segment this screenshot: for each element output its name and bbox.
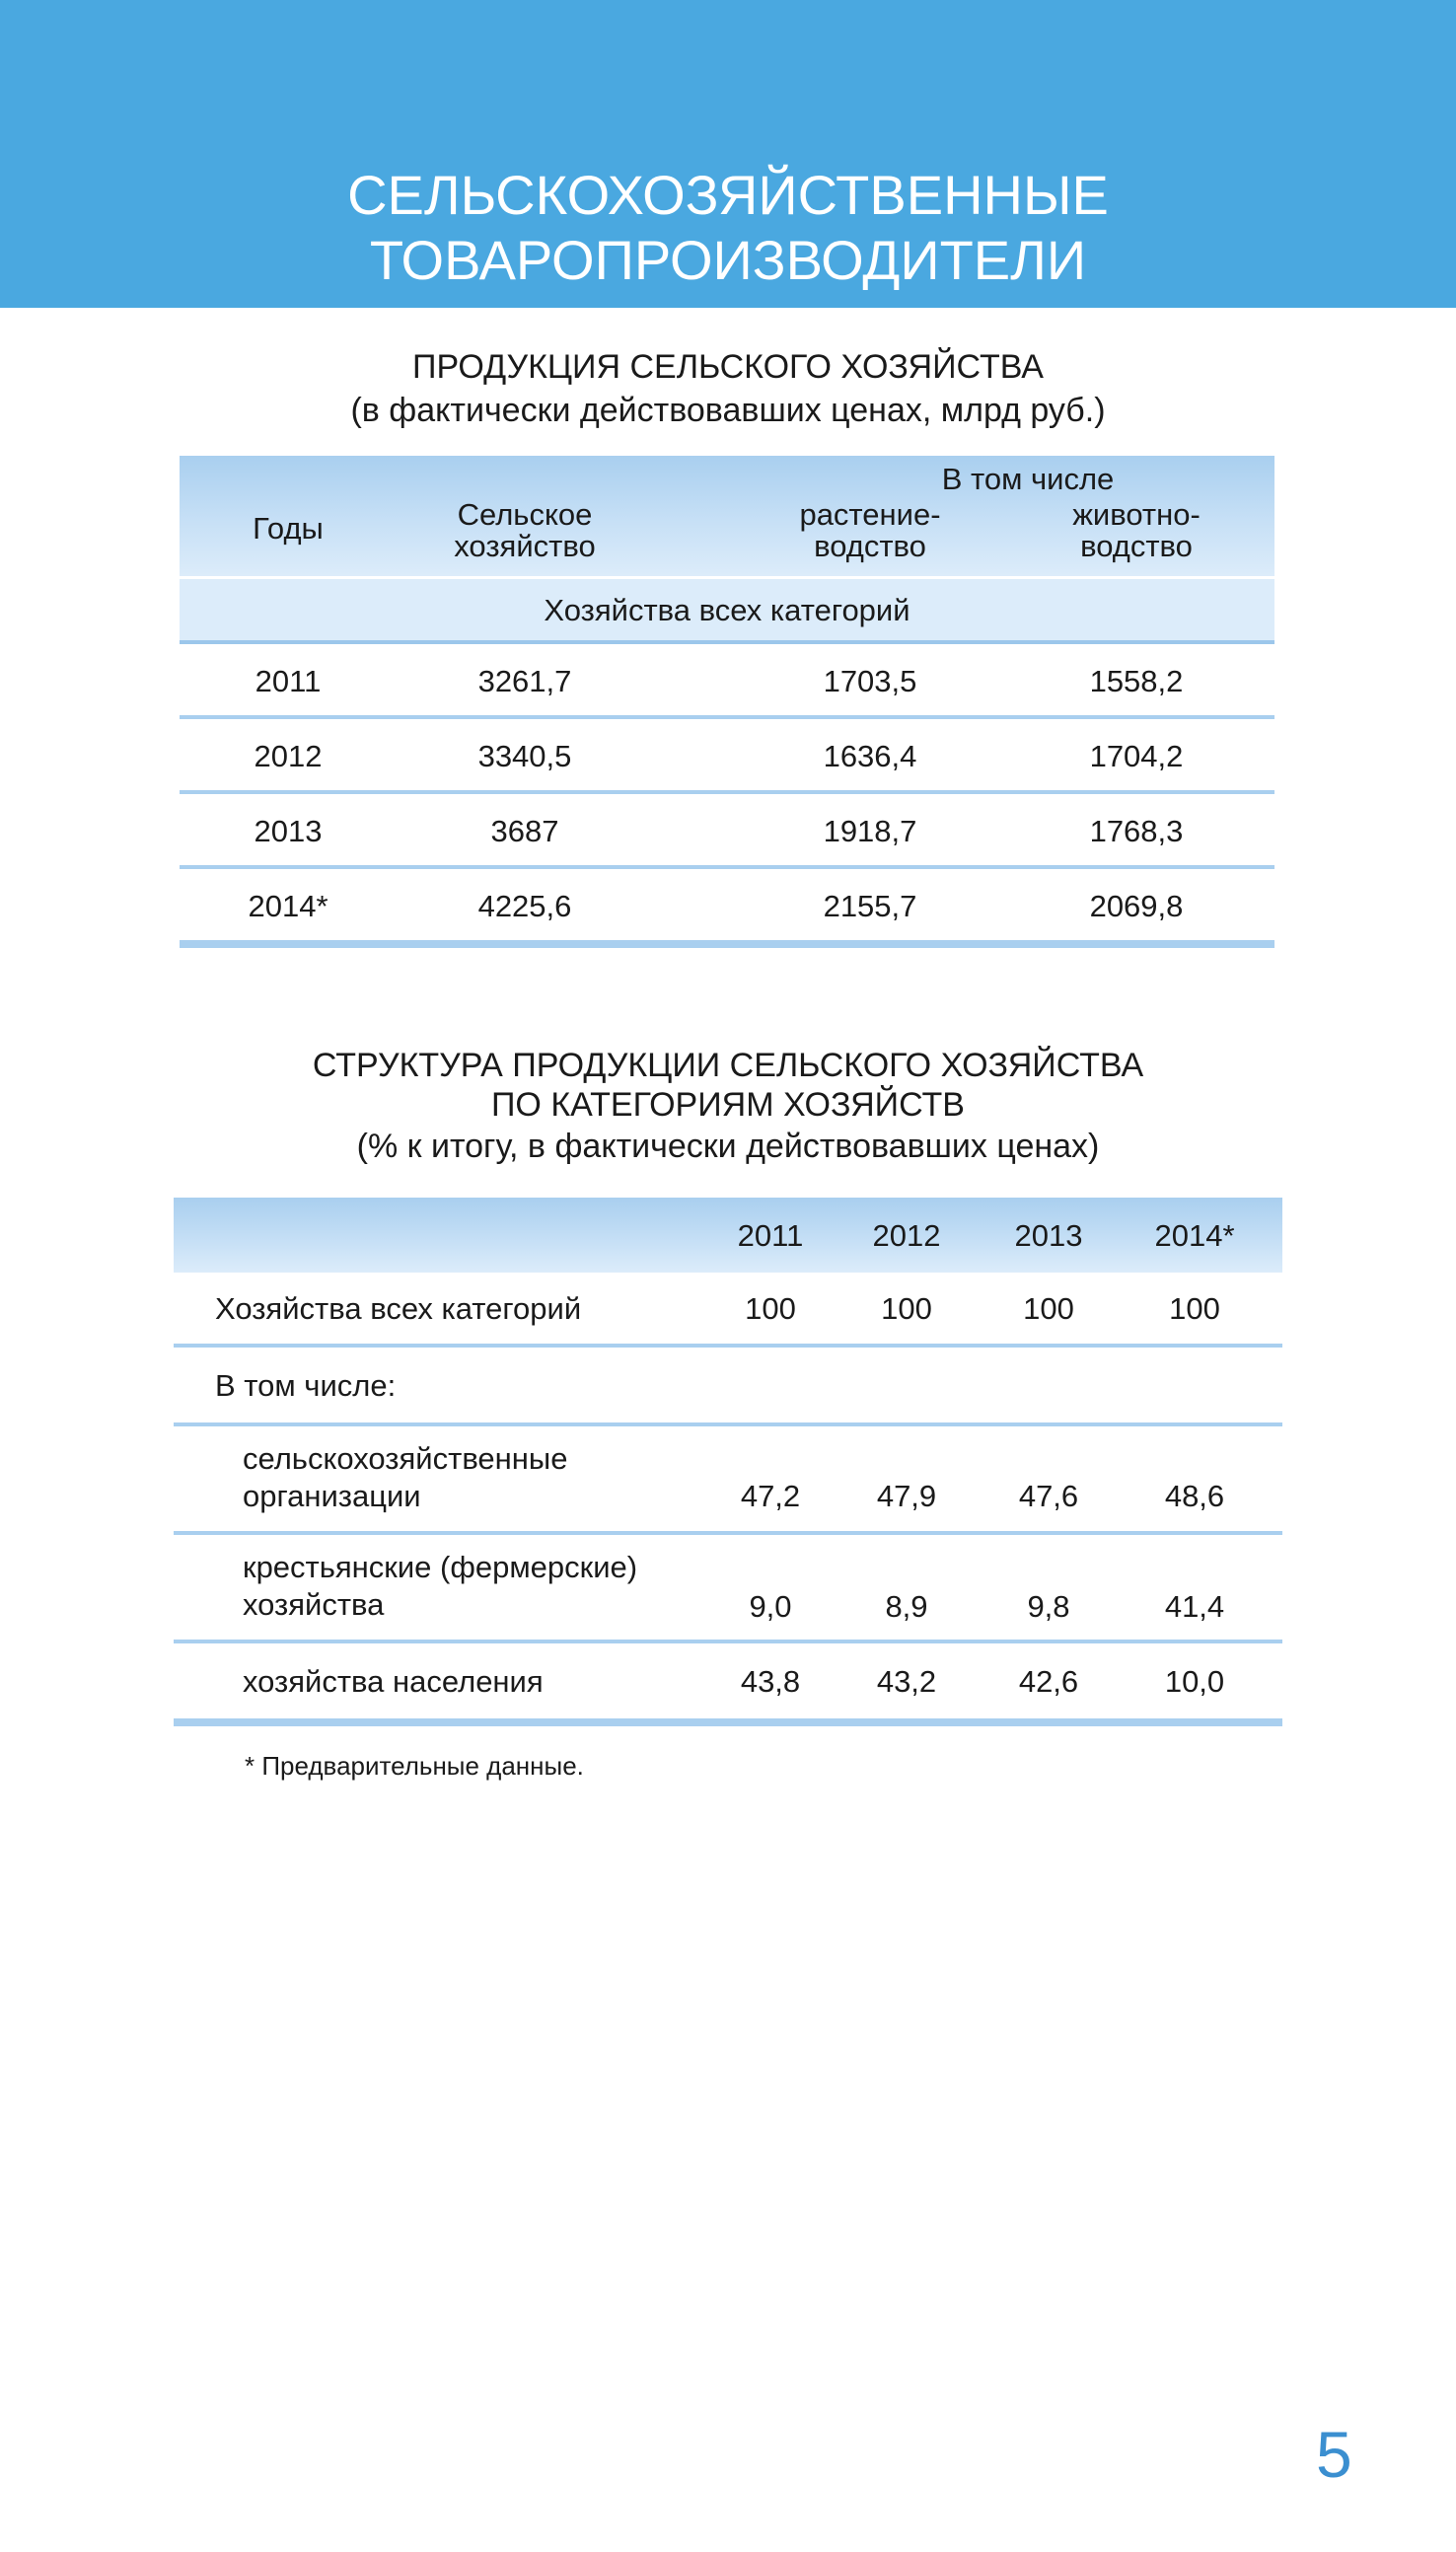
category-label: Хозяйства всех категорий [544,593,910,627]
crop-cell: 1636,4 [823,739,917,773]
page-title-line2: ТОВАРОПРОИЗВОДИТЕЛИ [369,229,1087,291]
total-cell: 3340,5 [477,739,572,773]
col-animal-header-line1: животно- [1072,497,1201,532]
value-cell: 42,6 [1018,1664,1079,1699]
value-cell: 48,6 [1164,1479,1225,1513]
value-cell: 8,9 [885,1589,928,1624]
in-that-number-header: В том числе [941,462,1115,496]
footnote: * Предварительные данные. [245,1751,584,1781]
row-label-line2: хозяйства [243,1587,385,1622]
value-cell: 41,4 [1164,1589,1225,1624]
animal-cell: 1558,2 [1089,664,1184,698]
table-row [174,1643,1282,1726]
col-total-header-line1: Сельское [457,497,593,532]
col-animal-header [1018,499,1255,562]
row-label-line1: сельскохозяйственные [243,1441,568,1476]
value-cell: 47,9 [876,1479,937,1513]
structure-table-header [174,1198,1282,1273]
col-total-header [426,499,623,562]
crop-cell: 1703,5 [823,664,917,698]
page-title-line1: СЕЛЬСКОХОЗЯЙСТВЕННЫЕ [347,164,1109,226]
value-cell: 47,2 [740,1479,801,1513]
table1-subtitle: (в фактически действовавших ценах, млрд руб.) [350,392,1106,429]
value-cell: 47,6 [1018,1479,1079,1513]
table-row [180,644,1274,719]
value-cell: 9,8 [1027,1589,1070,1624]
table1-title: ПРОДУКЦИЯ СЕЛЬСКОГО ХОЗЯЙСТВА [412,348,1044,386]
col-crop-header-line1: растение- [799,497,941,532]
value-cell: 100 [745,1291,796,1326]
value-cell: 100 [1023,1291,1074,1326]
row-label: хозяйства населения [243,1664,544,1699]
year-cell: 2014* [248,889,328,923]
header-banner [0,0,1456,308]
value-cell: 100 [881,1291,932,1326]
production-table-header [180,456,1274,576]
value-cell: 43,8 [740,1664,801,1699]
total-cell: 3261,7 [477,664,572,698]
year-header: 2014* [1154,1218,1235,1253]
year-header: 2012 [872,1218,941,1253]
year-cell: 2012 [254,739,323,773]
year-cell: 2013 [254,814,323,848]
total-cell: 4225,6 [477,889,572,923]
table-row [174,1273,1282,1348]
col-total-header-line2: хозяйство [454,529,596,563]
row-label: Хозяйства всех категорий [215,1291,582,1326]
col-years-header: Годы [253,511,324,546]
row-label [243,1440,567,1515]
animal-cell: 2069,8 [1089,889,1184,923]
table-row [180,794,1274,869]
year-header: 2013 [1014,1218,1083,1253]
year-header: 2011 [737,1218,804,1253]
structure-table [174,1198,1282,1726]
year-cell: 2011 [255,664,322,698]
animal-cell: 1704,2 [1089,739,1184,773]
table-row [180,869,1274,948]
total-cell: 3687 [490,814,559,848]
table-row [174,1535,1282,1643]
col-crop-header [752,499,988,562]
table2-subtitle: (% к итогу, в фактически действовавших ценах) [356,1128,1100,1165]
row-label-line2: организации [243,1479,421,1513]
page-number: 5 [1316,2418,1352,2491]
value-cell: 10,0 [1164,1664,1225,1699]
animal-cell: 1768,3 [1089,814,1184,848]
value-cell: 9,0 [749,1589,792,1624]
col-crop-header-line2: водство [814,529,926,563]
table-row [180,719,1274,794]
table-row [174,1348,1282,1426]
table-row [174,1426,1282,1535]
crop-cell: 1918,7 [823,814,917,848]
category-row [180,576,1274,644]
page-title [0,163,1456,293]
value-cell: 43,2 [876,1664,937,1699]
table2-title-line1: СТРУКТУРА ПРОДУКЦИИ СЕЛЬСКОГО ХОЗЯЙСТВА [312,1047,1144,1084]
crop-cell: 2155,7 [823,889,917,923]
value-cell: 100 [1169,1291,1220,1326]
row-label-line1: крестьянские (фермерские) [243,1550,638,1584]
production-table [180,456,1274,948]
col-animal-header-line2: водство [1080,529,1193,563]
table2-title-line2: ПО КАТЕГОРИЯМ ХОЗЯЙСТВ [490,1086,965,1124]
row-label [243,1549,637,1624]
row-label: В том числе: [215,1368,397,1403]
